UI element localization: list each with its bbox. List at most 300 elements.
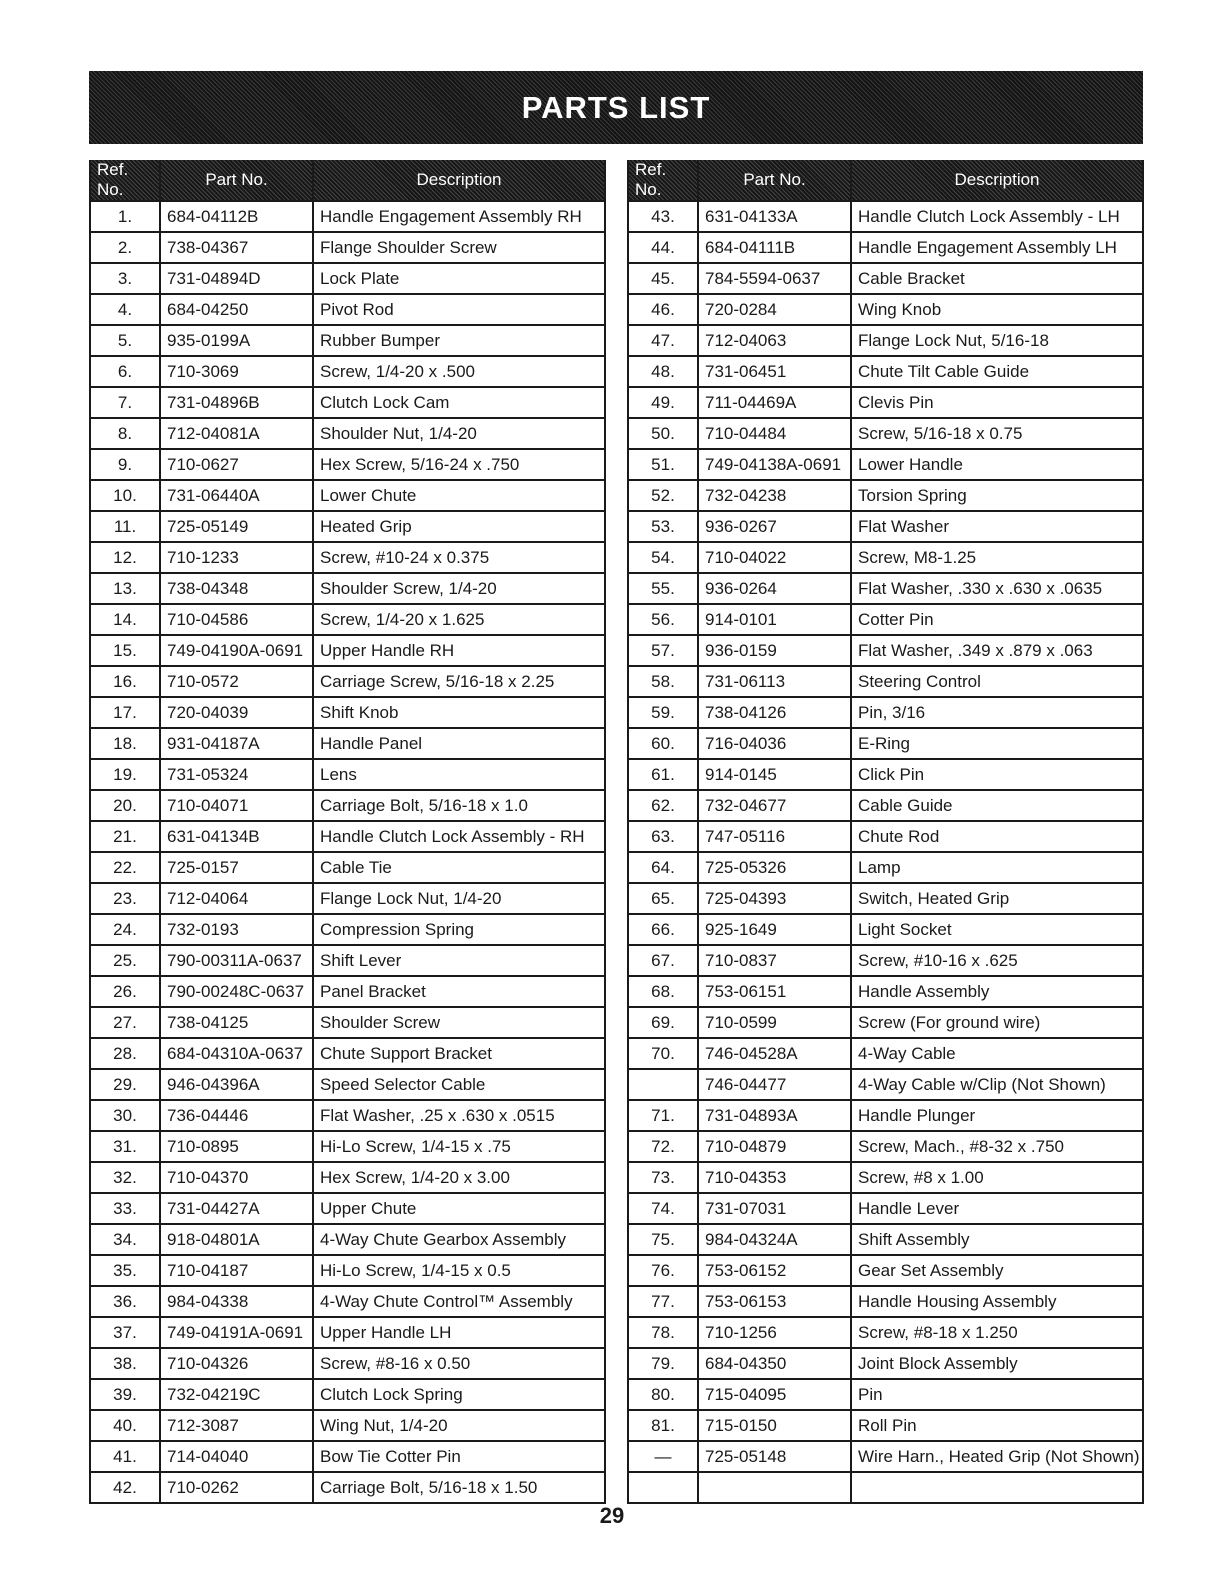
- description-cell: 4-Way Chute Gearbox Assembly: [313, 1224, 605, 1255]
- description-cell: Handle Panel: [313, 728, 605, 759]
- table-row: [628, 232, 1143, 263]
- part-number-cell: 935-0199A: [160, 325, 313, 356]
- header-ref-no: Ref. No.: [628, 160, 698, 201]
- ref-cell: 54.: [628, 542, 698, 573]
- ref-cell: 6.: [90, 356, 160, 387]
- description-cell: Screw, 1/4-20 x .500: [313, 356, 605, 387]
- table-row: [90, 1069, 605, 1100]
- description-cell: Flange Shoulder Screw: [313, 232, 605, 263]
- table-row: [628, 1441, 1143, 1472]
- ref-cell: 79.: [628, 1348, 698, 1379]
- description-cell: Pin, 3/16: [851, 697, 1143, 728]
- ref-cell: 65.: [628, 883, 698, 914]
- part-number-cell: 684-04111B: [698, 232, 851, 263]
- table-row: [90, 573, 605, 604]
- description-cell: Lamp: [851, 852, 1143, 883]
- table-row: [628, 635, 1143, 666]
- part-number-cell: 946-04396A: [160, 1069, 313, 1100]
- part-number-cell: 710-3069: [160, 356, 313, 387]
- part-number-cell: 749-04138A-0691: [698, 449, 851, 480]
- table-row: [628, 1131, 1143, 1162]
- part-number-cell: 684-04250: [160, 294, 313, 325]
- header-description: Description: [851, 160, 1143, 201]
- ref-cell: 18.: [90, 728, 160, 759]
- table-row: [90, 1100, 605, 1131]
- part-number-cell: 749-04190A-0691: [160, 635, 313, 666]
- table-row: [628, 790, 1143, 821]
- ref-cell: 76.: [628, 1255, 698, 1286]
- ref-cell: 22.: [90, 852, 160, 883]
- description-cell: Shift Assembly: [851, 1224, 1143, 1255]
- part-number-cell: 732-04219C: [160, 1379, 313, 1410]
- table-row: [628, 914, 1143, 945]
- table-row: [628, 1224, 1143, 1255]
- ref-cell: 78.: [628, 1317, 698, 1348]
- ref-cell: 57.: [628, 635, 698, 666]
- part-number-cell: 731-06440A: [160, 480, 313, 511]
- part-number-cell: 725-0157: [160, 852, 313, 883]
- description-cell: Lower Handle: [851, 449, 1143, 480]
- ref-cell: 42.: [90, 1472, 160, 1503]
- part-number-cell: 684-04112B: [160, 201, 313, 232]
- description-cell: Flat Washer, .25 x .630 x .0515: [313, 1100, 605, 1131]
- part-number-cell: 746-04528A: [698, 1038, 851, 1069]
- table-row: [628, 201, 1143, 232]
- description-cell: Shoulder Nut, 1/4-20: [313, 418, 605, 449]
- table-row: [90, 1255, 605, 1286]
- description-cell: Screw, 5/16-18 x 0.75: [851, 418, 1143, 449]
- parts-table-right: [627, 160, 1144, 1504]
- part-number-cell: 631-04133A: [698, 201, 851, 232]
- table-row: [628, 325, 1143, 356]
- part-number-cell: 710-0262: [160, 1472, 313, 1503]
- table-row: [628, 573, 1143, 604]
- ref-cell: 17.: [90, 697, 160, 728]
- table-row: [628, 1007, 1143, 1038]
- description-cell: Lower Chute: [313, 480, 605, 511]
- description-cell: Light Socket: [851, 914, 1143, 945]
- part-number-cell: 925-1649: [698, 914, 851, 945]
- table-row: [90, 325, 605, 356]
- description-cell: Handle Assembly: [851, 976, 1143, 1007]
- description-cell: Clevis Pin: [851, 387, 1143, 418]
- part-number-cell: 736-04446: [160, 1100, 313, 1131]
- ref-cell: 37.: [90, 1317, 160, 1348]
- table-row: [90, 387, 605, 418]
- table-row: [90, 449, 605, 480]
- part-number-cell: 715-0150: [698, 1410, 851, 1441]
- table-row: [90, 356, 605, 387]
- table-row: [628, 1472, 1143, 1503]
- part-number-cell: 984-04324A: [698, 1224, 851, 1255]
- table-row: [90, 511, 605, 542]
- ref-cell: —: [628, 1441, 698, 1472]
- ref-cell: 43.: [628, 201, 698, 232]
- ref-cell: 19.: [90, 759, 160, 790]
- table-row: [90, 604, 605, 635]
- header-ref-no: Ref. No.: [90, 160, 160, 201]
- table-row: [628, 356, 1143, 387]
- table-row: [90, 1472, 605, 1503]
- ref-cell: 25.: [90, 945, 160, 976]
- ref-cell: 46.: [628, 294, 698, 325]
- description-cell: Panel Bracket: [313, 976, 605, 1007]
- description-cell: Cable Tie: [313, 852, 605, 883]
- ref-cell: 62.: [628, 790, 698, 821]
- ref-cell: 81.: [628, 1410, 698, 1441]
- description-cell: Cable Bracket: [851, 263, 1143, 294]
- part-number-cell: 720-04039: [160, 697, 313, 728]
- table-row: [628, 480, 1143, 511]
- table-row: [628, 728, 1143, 759]
- table-row: [628, 1410, 1143, 1441]
- part-number-cell: [698, 1472, 851, 1503]
- description-cell: Roll Pin: [851, 1410, 1143, 1441]
- description-cell: Chute Rod: [851, 821, 1143, 852]
- description-cell: Wire Harn., Heated Grip (Not Shown): [851, 1441, 1143, 1472]
- page-title: PARTS LIST: [521, 89, 711, 125]
- part-number-cell: 790-00311A-0637: [160, 945, 313, 976]
- part-number-cell: 710-04187: [160, 1255, 313, 1286]
- ref-cell: 63.: [628, 821, 698, 852]
- part-number-cell: 790-00248C-0637: [160, 976, 313, 1007]
- ref-cell: 52.: [628, 480, 698, 511]
- description-cell: 4-Way Chute Control™ Assembly: [313, 1286, 605, 1317]
- description-cell: Upper Handle RH: [313, 635, 605, 666]
- ref-cell: 32.: [90, 1162, 160, 1193]
- table-row: [628, 697, 1143, 728]
- ref-cell: 47.: [628, 325, 698, 356]
- description-cell: Rubber Bumper: [313, 325, 605, 356]
- part-number-cell: 914-0145: [698, 759, 851, 790]
- part-number-cell: 710-04071: [160, 790, 313, 821]
- table-row: [90, 821, 605, 852]
- description-cell: [851, 1472, 1143, 1503]
- table-row: [90, 790, 605, 821]
- ref-cell: 64.: [628, 852, 698, 883]
- ref-cell: 33.: [90, 1193, 160, 1224]
- ref-cell: 40.: [90, 1410, 160, 1441]
- ref-cell: 66.: [628, 914, 698, 945]
- table-row: [628, 1038, 1143, 1069]
- part-number-cell: 749-04191A-0691: [160, 1317, 313, 1348]
- part-number-cell: 936-0264: [698, 573, 851, 604]
- description-cell: Screw, #10-24 x 0.375: [313, 542, 605, 573]
- description-cell: Flange Lock Nut, 5/16-18: [851, 325, 1143, 356]
- part-number-cell: 725-05326: [698, 852, 851, 883]
- part-number-cell: 732-04677: [698, 790, 851, 821]
- table-row: [90, 418, 605, 449]
- ref-cell: 72.: [628, 1131, 698, 1162]
- ref-cell: 27.: [90, 1007, 160, 1038]
- part-number-cell: 936-0159: [698, 635, 851, 666]
- table-row: [90, 1193, 605, 1224]
- table-row: [628, 976, 1143, 1007]
- part-number-cell: 710-1256: [698, 1317, 851, 1348]
- table-row: [628, 852, 1143, 883]
- part-number-cell: 918-04801A: [160, 1224, 313, 1255]
- header-part-no: Part No.: [160, 160, 313, 201]
- description-cell: Screw, #10-16 x .625: [851, 945, 1143, 976]
- ref-cell: 10.: [90, 480, 160, 511]
- part-number-cell: 984-04338: [160, 1286, 313, 1317]
- ref-cell: 12.: [90, 542, 160, 573]
- part-number-cell: 731-04893A: [698, 1100, 851, 1131]
- table-row: [628, 449, 1143, 480]
- table-row: [90, 883, 605, 914]
- part-number-cell: 731-06113: [698, 666, 851, 697]
- table-row: [628, 1348, 1143, 1379]
- ref-cell: 51.: [628, 449, 698, 480]
- part-number-cell: 710-0837: [698, 945, 851, 976]
- part-number-cell: 732-0193: [160, 914, 313, 945]
- ref-cell: 1.: [90, 201, 160, 232]
- table-row: [628, 542, 1143, 573]
- header-description: Description: [313, 160, 605, 201]
- ref-cell: 21.: [90, 821, 160, 852]
- table-row: [90, 976, 605, 1007]
- description-cell: Hex Screw, 1/4-20 x 3.00: [313, 1162, 605, 1193]
- ref-cell: 20.: [90, 790, 160, 821]
- ref-cell: 60.: [628, 728, 698, 759]
- part-number-cell: 746-04477: [698, 1069, 851, 1100]
- ref-cell: [628, 1069, 698, 1100]
- description-cell: Screw, #8-16 x 0.50: [313, 1348, 605, 1379]
- table-row: [90, 1131, 605, 1162]
- description-cell: Handle Plunger: [851, 1100, 1143, 1131]
- part-number-cell: 684-04350: [698, 1348, 851, 1379]
- ref-cell: 53.: [628, 511, 698, 542]
- description-cell: Hi-Lo Screw, 1/4-15 x 0.5: [313, 1255, 605, 1286]
- description-cell: Carriage Bolt, 5/16-18 x 1.0: [313, 790, 605, 821]
- part-number-cell: 710-04484: [698, 418, 851, 449]
- table-row: [628, 1255, 1143, 1286]
- ref-cell: 59.: [628, 697, 698, 728]
- part-number-cell: 714-04040: [160, 1441, 313, 1472]
- part-number-cell: 716-04036: [698, 728, 851, 759]
- part-number-cell: 731-06451: [698, 356, 851, 387]
- part-number-cell: 753-06152: [698, 1255, 851, 1286]
- description-cell: Screw, #8-18 x 1.250: [851, 1317, 1143, 1348]
- part-number-cell: 710-1233: [160, 542, 313, 573]
- ref-cell: 58.: [628, 666, 698, 697]
- ref-cell: 67.: [628, 945, 698, 976]
- description-cell: Speed Selector Cable: [313, 1069, 605, 1100]
- description-cell: Clutch Lock Cam: [313, 387, 605, 418]
- description-cell: Handle Engagement Assembly RH: [313, 201, 605, 232]
- ref-cell: 34.: [90, 1224, 160, 1255]
- description-cell: Joint Block Assembly: [851, 1348, 1143, 1379]
- part-number-cell: 710-0895: [160, 1131, 313, 1162]
- header-part-no: Part No.: [698, 160, 851, 201]
- table-row: [90, 1441, 605, 1472]
- part-number-cell: 710-04022: [698, 542, 851, 573]
- part-number-cell: 738-04126: [698, 697, 851, 728]
- table-row: [90, 1224, 605, 1255]
- part-number-cell: 732-04238: [698, 480, 851, 511]
- part-number-cell: 712-3087: [160, 1410, 313, 1441]
- ref-cell: 45.: [628, 263, 698, 294]
- description-cell: Handle Clutch Lock Assembly - RH: [313, 821, 605, 852]
- table-row: [628, 1286, 1143, 1317]
- description-cell: Cotter Pin: [851, 604, 1143, 635]
- description-cell: Shoulder Screw: [313, 1007, 605, 1038]
- table-row: [90, 1348, 605, 1379]
- ref-cell: 41.: [90, 1441, 160, 1472]
- description-cell: Screw, #8 x 1.00: [851, 1162, 1143, 1193]
- table-header-row: [628, 160, 1143, 201]
- table-row: [628, 666, 1143, 697]
- table-row: [90, 1007, 605, 1038]
- description-cell: 4-Way Cable: [851, 1038, 1143, 1069]
- part-number-cell: 738-04125: [160, 1007, 313, 1038]
- part-number-cell: 725-05149: [160, 511, 313, 542]
- description-cell: Carriage Bolt, 5/16-18 x 1.50: [313, 1472, 605, 1503]
- ref-cell: 16.: [90, 666, 160, 697]
- ref-cell: 39.: [90, 1379, 160, 1410]
- description-cell: Handle Engagement Assembly LH: [851, 232, 1143, 263]
- description-cell: Screw, Mach., #8-32 x .750: [851, 1131, 1143, 1162]
- part-number-cell: 731-04894D: [160, 263, 313, 294]
- part-number-cell: 731-05324: [160, 759, 313, 790]
- table-row: [90, 1379, 605, 1410]
- table-row: [90, 914, 605, 945]
- table-row: [90, 1286, 605, 1317]
- description-cell: Flat Washer: [851, 511, 1143, 542]
- table-row: [90, 945, 605, 976]
- table-row: [628, 1069, 1143, 1100]
- ref-cell: [628, 1472, 698, 1503]
- description-cell: Click Pin: [851, 759, 1143, 790]
- table-row: [628, 294, 1143, 325]
- ref-cell: 74.: [628, 1193, 698, 1224]
- description-cell: Flange Lock Nut, 1/4-20: [313, 883, 605, 914]
- ref-cell: 3.: [90, 263, 160, 294]
- part-number-cell: 731-04427A: [160, 1193, 313, 1224]
- ref-cell: 2.: [90, 232, 160, 263]
- ref-cell: 9.: [90, 449, 160, 480]
- ref-cell: 8.: [90, 418, 160, 449]
- description-cell: Gear Set Assembly: [851, 1255, 1143, 1286]
- ref-cell: 30.: [90, 1100, 160, 1131]
- table-row: [90, 294, 605, 325]
- description-cell: Hi-Lo Screw, 1/4-15 x .75: [313, 1131, 605, 1162]
- part-number-cell: 784-5594-0637: [698, 263, 851, 294]
- ref-cell: 4.: [90, 294, 160, 325]
- description-cell: Shift Lever: [313, 945, 605, 976]
- description-cell: Screw, M8-1.25: [851, 542, 1143, 573]
- ref-cell: 50.: [628, 418, 698, 449]
- description-cell: Lens: [313, 759, 605, 790]
- parts-table-left: [89, 160, 606, 1504]
- ref-cell: 61.: [628, 759, 698, 790]
- description-cell: Compression Spring: [313, 914, 605, 945]
- table-row: [628, 1100, 1143, 1131]
- table-row: [628, 418, 1143, 449]
- description-cell: Chute Support Bracket: [313, 1038, 605, 1069]
- table-row: [628, 387, 1143, 418]
- description-cell: Clutch Lock Spring: [313, 1379, 605, 1410]
- ref-cell: 44.: [628, 232, 698, 263]
- part-number-cell: 631-04134B: [160, 821, 313, 852]
- part-number-cell: 725-04393: [698, 883, 851, 914]
- part-number-cell: 738-04367: [160, 232, 313, 263]
- ref-cell: 15.: [90, 635, 160, 666]
- description-cell: Flat Washer, .349 x .879 x .063: [851, 635, 1143, 666]
- table-row: [90, 480, 605, 511]
- description-cell: Wing Nut, 1/4-20: [313, 1410, 605, 1441]
- part-number-cell: 712-04063: [698, 325, 851, 356]
- table-row: [90, 759, 605, 790]
- description-cell: Screw, 1/4-20 x 1.625: [313, 604, 605, 635]
- description-cell: Bow Tie Cotter Pin: [313, 1441, 605, 1472]
- table-row: [90, 263, 605, 294]
- description-cell: Pin: [851, 1379, 1143, 1410]
- part-number-cell: 936-0267: [698, 511, 851, 542]
- description-cell: Cable Guide: [851, 790, 1143, 821]
- ref-cell: 80.: [628, 1379, 698, 1410]
- part-number-cell: 738-04348: [160, 573, 313, 604]
- description-cell: Switch, Heated Grip: [851, 883, 1143, 914]
- description-cell: Torsion Spring: [851, 480, 1143, 511]
- ref-cell: 48.: [628, 356, 698, 387]
- part-number-cell: 720-0284: [698, 294, 851, 325]
- page-number: 29: [599, 1503, 625, 1528]
- part-number-cell: 931-04187A: [160, 728, 313, 759]
- table-row: [90, 852, 605, 883]
- ref-cell: 24.: [90, 914, 160, 945]
- part-number-cell: 710-04326: [160, 1348, 313, 1379]
- ref-cell: 68.: [628, 976, 698, 1007]
- part-number-cell: 731-04896B: [160, 387, 313, 418]
- ref-cell: 77.: [628, 1286, 698, 1317]
- description-cell: Upper Handle LH: [313, 1317, 605, 1348]
- table-row: [628, 604, 1143, 635]
- table-row: [90, 635, 605, 666]
- part-number-cell: 710-0599: [698, 1007, 851, 1038]
- table-row: [90, 728, 605, 759]
- table-row: [628, 1379, 1143, 1410]
- table-row: [628, 511, 1143, 542]
- description-cell: E-Ring: [851, 728, 1143, 759]
- table-row: [628, 945, 1143, 976]
- description-cell: Carriage Screw, 5/16-18 x 2.25: [313, 666, 605, 697]
- table-row: [90, 1317, 605, 1348]
- ref-cell: 56.: [628, 604, 698, 635]
- ref-cell: 23.: [90, 883, 160, 914]
- ref-cell: 31.: [90, 1131, 160, 1162]
- description-cell: Steering Control: [851, 666, 1143, 697]
- table-row: [90, 542, 605, 573]
- ref-cell: 49.: [628, 387, 698, 418]
- description-cell: Shoulder Screw, 1/4-20: [313, 573, 605, 604]
- ref-cell: 13.: [90, 573, 160, 604]
- ref-cell: 70.: [628, 1038, 698, 1069]
- part-number-cell: 731-07031: [698, 1193, 851, 1224]
- table-row: [90, 1410, 605, 1441]
- table-row: [628, 263, 1143, 294]
- part-number-cell: 914-0101: [698, 604, 851, 635]
- table-row: [628, 759, 1143, 790]
- part-number-cell: 684-04310A-0637: [160, 1038, 313, 1069]
- table-row: [90, 1162, 605, 1193]
- ref-cell: 5.: [90, 325, 160, 356]
- table-row: [628, 1193, 1143, 1224]
- part-number-cell: 710-04353: [698, 1162, 851, 1193]
- description-cell: 4-Way Cable w/Clip (Not Shown): [851, 1069, 1143, 1100]
- table-row: [90, 1038, 605, 1069]
- part-number-cell: 747-05116: [698, 821, 851, 852]
